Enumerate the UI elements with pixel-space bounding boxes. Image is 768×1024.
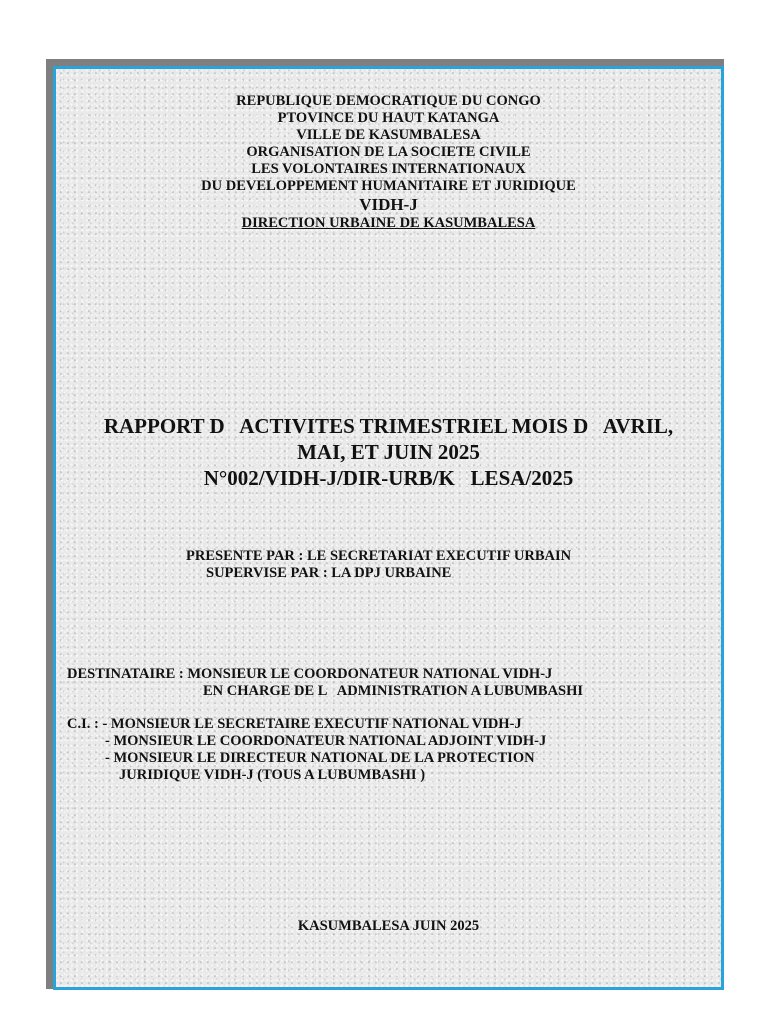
header-line-development: DU DEVELOPPEMENT HUMANITAIRE ET JURIDIQUE bbox=[201, 178, 576, 194]
recipient-line-1: DESTINATAIRE : MONSIEUR LE COORDONATEUR NATIONAL VIDH-J bbox=[67, 666, 553, 682]
header-line-organization: ORGANISATION DE LA SOCIETE CIVILE bbox=[246, 144, 531, 160]
report-title-line-2: MAI, ET JUIN 2025 bbox=[297, 440, 480, 464]
document-page bbox=[53, 66, 724, 990]
report-title bbox=[56, 413, 721, 491]
header-line-country: REPUBLIQUE DEMOCRATIQUE DU CONGO bbox=[236, 93, 541, 109]
supervised-by-line: SUPERVISE PAR : LA DPJ URBAINE bbox=[206, 565, 452, 581]
header-line-city: VILLE DE KASUMBALESA bbox=[296, 127, 481, 143]
copy-to-line-3: - MONSIEUR LE DIRECTEUR NATIONAL DE LA PROTECTION bbox=[105, 750, 535, 766]
copy-to bbox=[67, 716, 546, 784]
organization-header bbox=[56, 93, 721, 232]
header-acronym: VIDH-J bbox=[359, 195, 418, 214]
copy-to-line-4: JURIDIQUE VIDH-J (TOUS A LUBUMBASHI ) bbox=[119, 767, 426, 783]
place-date bbox=[56, 918, 721, 935]
copy-to-line-1: C.I. : - MONSIEUR LE SECRETAIRE EXECUTIF NATIONAL VIDH-J bbox=[67, 716, 522, 732]
report-reference: N°002/VIDH-J/DIR-URB/K LESA/2025 bbox=[203, 466, 574, 490]
recipient-line-2: EN CHARGE DE L ADMINISTRATION A LUBUMBASHI bbox=[203, 683, 584, 699]
header-line-volunteers: LES VOLONTAIRES INTERNATIONAUX bbox=[251, 161, 526, 177]
presented-by-line: PRESENTE PAR : LE SECRETARIAT EXECUTIF URBAIN bbox=[186, 548, 572, 564]
header-line-province: PTOVINCE DU HAUT KATANGA bbox=[277, 110, 500, 126]
copy-to-line-2: - MONSIEUR LE COORDONATEUR NATIONAL ADJOINT VIDH-J bbox=[105, 733, 547, 749]
recipient bbox=[67, 666, 583, 700]
place-date-line: KASUMBALESA JUIN 2025 bbox=[297, 918, 480, 934]
report-title-line-1: RAPPORT D ACTIVITES TRIMESTRIEL MOIS D AVRIL, bbox=[103, 414, 674, 438]
header-direction: DIRECTION URBAINE DE KASUMBALESA bbox=[241, 215, 536, 231]
presented-by bbox=[186, 548, 571, 582]
